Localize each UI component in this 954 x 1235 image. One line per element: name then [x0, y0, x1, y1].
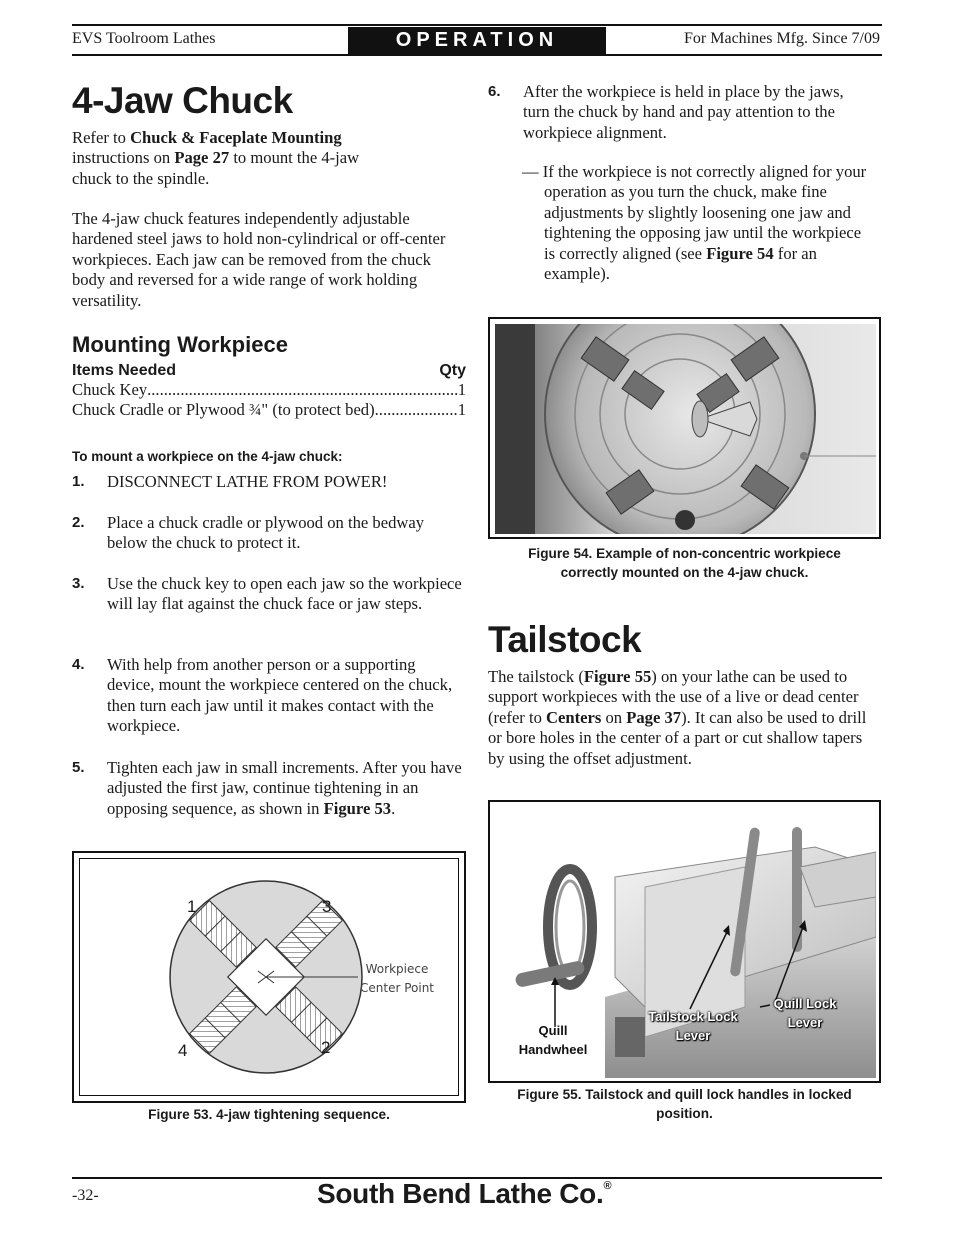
- figure-55-frame: [488, 800, 881, 1083]
- label-quill-lock-lever: Quill Lock Lever: [773, 996, 837, 1030]
- item-row: Chuck Cradle or Plywood ¾" (to protect bed) ..... 1: [72, 400, 466, 420]
- header-top-rule: [72, 24, 882, 26]
- ref-page-27: Page 27: [174, 148, 230, 168]
- label-quill-handwheel: Quill Handwheel: [518, 1023, 588, 1057]
- ref-page-37: Page 37: [626, 707, 682, 727]
- ref-centers: Centers: [546, 707, 602, 727]
- sequence-label-2: 2: [321, 1038, 331, 1057]
- items-needed-header: Items Needed Qty: [72, 362, 466, 379]
- ref-figure-53: Figure 53: [323, 798, 392, 818]
- section-band: OPERATION: [348, 27, 606, 54]
- figure-55-caption: Figure 55. Tailstock and quill lock handles in locked position.: [517, 1087, 852, 1121]
- figure-53-frame: [72, 851, 466, 1103]
- figure-54-frame: [488, 317, 881, 539]
- figure-54-caption: Figure 54. Example of non-concentric workpiece correctly mounted on the 4-jaw chuck.: [528, 546, 841, 580]
- jaw-chuck-intro-1: Refer to Chuck & Faceplate Mounting instructions on Page 27 to mount the 4-jaw chuck to the spindle.: [72, 128, 360, 188]
- tailstock-title: Tailstock: [488, 619, 642, 660]
- sequence-label-3: 3: [322, 897, 332, 916]
- figure-53-caption: Figure 53. 4-jaw tightening sequence.: [148, 1107, 390, 1122]
- chuck-photo: [495, 324, 876, 534]
- items-needed-table: [72, 362, 466, 421]
- page-number: -32-: [72, 1187, 99, 1204]
- header-right-title: For Machines Mfg. Since 7/09: [684, 30, 880, 47]
- ref-figure-54: Figure 54: [706, 243, 774, 263]
- brand-logo: South Bend Lathe Co.®: [317, 1178, 612, 1209]
- header-left-title: EVS Toolroom Lathes: [72, 30, 216, 47]
- registered-mark: ®: [603, 1180, 612, 1192]
- header-bottom-rule: [72, 54, 882, 56]
- tailstock-paragraph: The tailstock (Figure 55) on your lathe can be used to support workpieces with the use of a live or dead center (refer to Centers on Page 37). It can also be used to drill or bore holes in the center of a part or cut shallow tapers by using the offset adjustment.: [488, 667, 867, 768]
- ref-figure-55: Figure 55: [583, 667, 652, 686]
- workpiece-center-annotation: Workpiece Center Point: [360, 962, 434, 995]
- ref-chuck-faceplate: Chuck & Faceplate Mounting: [130, 128, 342, 147]
- procedure-heading: To mount a workpiece on the 4-jaw chuck:: [72, 449, 343, 464]
- sequence-label-4: 4: [178, 1041, 188, 1060]
- label-tailstock-lock-lever: Tailstock Lock Lever: [648, 1009, 738, 1043]
- jaw-chuck-intro-2: The 4-jaw chuck features independently adjustable hardened steel jaws to hold non-cylindrical or off-center workpieces. Each jaw can be removed from the chuck body and reversed for a wide range of work holding versatility.: [72, 209, 446, 310]
- item-row: Chuck Key ..... 1: [72, 380, 466, 400]
- jaw-chuck-title: 4-Jaw Chuck: [72, 80, 293, 121]
- alignment-note: — If the workpiece is not correctly aligned for your operation as you turn the chuck, make fine adjustments by slightly loosening one jaw and tightening the opposing jaw until the workpiece is correctly aligned (see Figure 54 for an example).: [522, 162, 867, 284]
- sequence-label-1: 1: [187, 897, 197, 916]
- mounting-workpiece-title: Mounting Workpiece: [72, 332, 288, 357]
